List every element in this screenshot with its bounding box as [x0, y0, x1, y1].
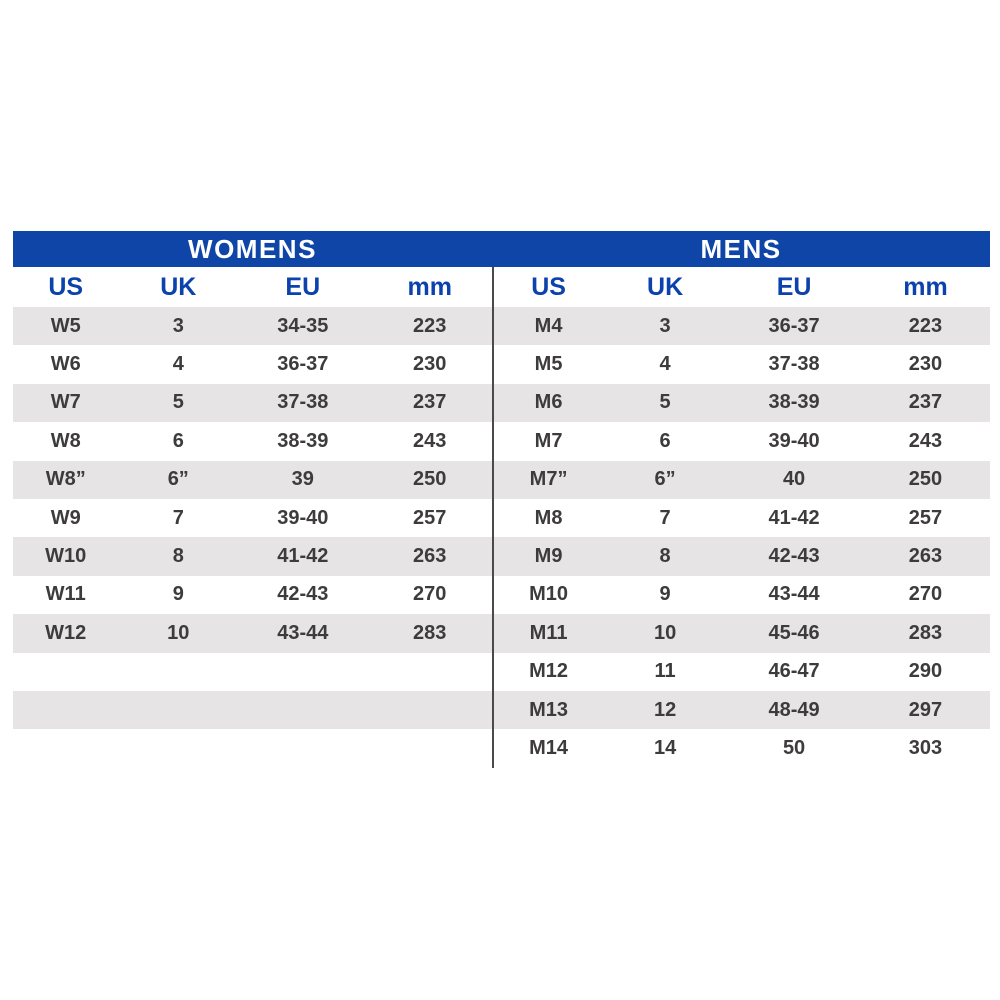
column-header-uk: UK: [160, 272, 197, 301]
section-title-bar: [13, 231, 990, 267]
size-cell: 45-46: [768, 621, 820, 644]
size-row: [494, 461, 990, 499]
size-cell: 42-43: [277, 583, 329, 606]
column-header-mm: mm: [903, 272, 948, 301]
womens-section-title: WOMENS: [188, 233, 317, 264]
size-cell: M4: [534, 314, 563, 337]
column-header-row: [494, 267, 990, 307]
size-row: [494, 422, 990, 460]
size-cell: 250: [908, 468, 943, 491]
size-cell: 39-40: [277, 506, 329, 529]
size-cell: 243: [908, 429, 943, 452]
size-row: [13, 576, 492, 614]
size-cell: W12: [45, 621, 87, 644]
size-cell: 12: [653, 698, 677, 721]
size-cell: 36-37: [277, 353, 329, 376]
size-cell: M7: [534, 429, 563, 452]
size-cell: M5: [534, 353, 563, 376]
size-cell: 43-44: [277, 621, 329, 644]
size-cell: 283: [413, 621, 447, 644]
size-row: [494, 307, 990, 345]
size-cell: 6”: [654, 468, 676, 491]
size-cell: 37-38: [768, 353, 820, 376]
size-row: [13, 653, 492, 691]
size-row: [494, 345, 990, 383]
size-cell: 283: [908, 621, 943, 644]
column-header-eu: EU: [776, 272, 812, 301]
size-row: [13, 614, 492, 652]
size-cell: 223: [413, 314, 447, 337]
size-cell: 6: [659, 429, 671, 452]
size-cell: 34-35: [277, 314, 329, 337]
size-row: [494, 653, 990, 691]
size-cell: 10: [167, 621, 190, 644]
size-row: [494, 691, 990, 729]
size-cell: 4: [172, 353, 184, 376]
size-row: [13, 307, 492, 345]
size-cell: 8: [172, 545, 184, 568]
size-cell: 297: [908, 698, 943, 721]
size-cell: 303: [908, 736, 943, 759]
size-cell: 36-37: [768, 314, 820, 337]
size-cell: 42-43: [768, 545, 820, 568]
size-cell: 43-44: [768, 583, 820, 606]
size-cell: 250: [413, 468, 447, 491]
size-cell: W7: [50, 391, 81, 414]
size-cell: W10: [45, 545, 87, 568]
size-row: [494, 576, 990, 614]
column-header-uk: UK: [647, 272, 684, 301]
size-row: [13, 499, 492, 537]
size-cell: M8: [534, 506, 563, 529]
size-row: [13, 461, 492, 499]
size-cell: W9: [50, 506, 81, 529]
size-cell: 8: [659, 545, 671, 568]
size-cell: 39: [291, 468, 314, 491]
size-row: [13, 384, 492, 422]
size-row: [13, 729, 492, 767]
size-cell: 6”: [167, 468, 189, 491]
size-cell: M13: [529, 698, 568, 721]
column-header-us: US: [531, 272, 566, 301]
size-cell: 257: [413, 506, 447, 529]
size-cell: 263: [413, 545, 447, 568]
size-cell: 37-38: [277, 391, 329, 414]
size-cell: 3: [659, 314, 671, 337]
size-row: [13, 537, 492, 575]
size-row: [494, 537, 990, 575]
size-cell: 230: [413, 353, 447, 376]
size-cell: 9: [659, 583, 671, 606]
size-row: [13, 345, 492, 383]
column-header-row: [13, 267, 492, 307]
size-cell: M7”: [529, 468, 568, 491]
size-cell: 41-42: [768, 506, 820, 529]
size-cell: 270: [413, 583, 447, 606]
size-cell: W8”: [45, 468, 86, 491]
size-cell: 4: [659, 353, 671, 376]
column-header-eu: EU: [285, 272, 321, 301]
size-cell: W11: [45, 583, 86, 606]
size-cell: W5: [50, 314, 81, 337]
size-row: [13, 422, 492, 460]
size-cell: 230: [908, 353, 943, 376]
size-cell: 263: [908, 545, 943, 568]
size-cell: 38-39: [768, 391, 820, 414]
size-cell: 7: [659, 506, 671, 529]
size-cell: 38-39: [277, 429, 329, 452]
size-cell: 48-49: [768, 698, 820, 721]
size-cell: M11: [529, 621, 568, 644]
size-cell: 41-42: [277, 545, 329, 568]
size-row: [494, 384, 990, 422]
column-header-mm: mm: [407, 272, 452, 301]
size-cell: 9: [172, 583, 184, 606]
size-cell: 3: [172, 314, 184, 337]
size-cell: 290: [908, 660, 943, 683]
size-cell: M12: [529, 660, 568, 683]
size-cell: 257: [908, 506, 943, 529]
size-cell: 39-40: [768, 429, 820, 452]
size-cell: 223: [908, 314, 943, 337]
size-cell: 6: [172, 429, 184, 452]
chart-body: [13, 267, 990, 768]
size-cell: 40: [782, 468, 806, 491]
size-cell: 46-47: [768, 660, 820, 683]
size-cell: M14: [529, 736, 568, 759]
size-cell: 50: [782, 736, 806, 759]
size-cell: M6: [534, 391, 563, 414]
size-cell: 10: [653, 621, 677, 644]
size-row: [494, 614, 990, 652]
size-cell: 5: [172, 391, 184, 414]
size-cell: 237: [413, 391, 447, 414]
size-cell: M9: [534, 545, 563, 568]
size-row: [494, 729, 990, 767]
size-cell: 7: [172, 506, 184, 529]
size-cell: 237: [908, 391, 943, 414]
mens-section-title: MENS: [700, 233, 782, 264]
size-row: [13, 691, 492, 729]
column-header-us: US: [48, 272, 84, 301]
size-cell: 270: [908, 583, 943, 606]
size-cell: M10: [529, 583, 568, 606]
womens-size-table: [13, 267, 492, 768]
size-conversion-chart: [13, 231, 990, 768]
size-cell: W6: [50, 353, 81, 376]
size-cell: 14: [653, 736, 677, 759]
size-cell: W8: [50, 429, 81, 452]
size-cell: 11: [654, 660, 676, 683]
size-cell: 243: [413, 429, 447, 452]
size-cell: 5: [659, 391, 671, 414]
size-row: [494, 499, 990, 537]
mens-size-table: [494, 267, 990, 768]
